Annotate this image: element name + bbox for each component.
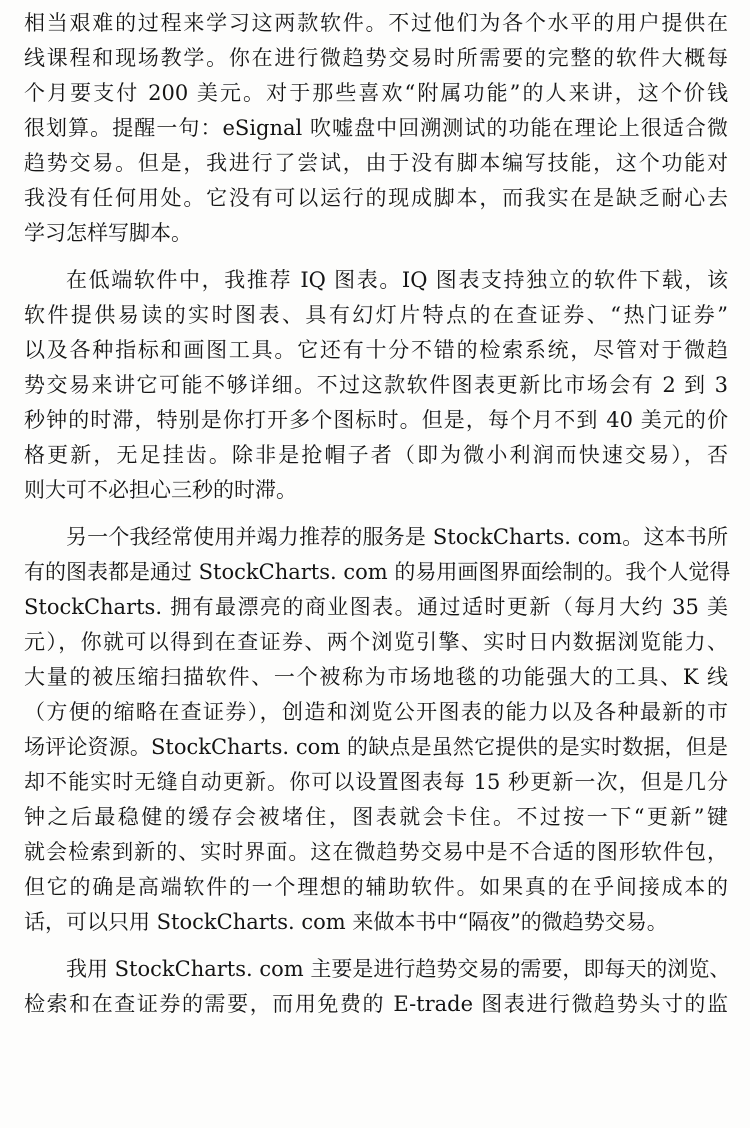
text-line: （方便的缩略在查证券），创造和浏览公开图表的能力以及各种最新的市 [24,700,728,724]
text-line: 就会检索到新的、实时界面。这在微趋势交易中是不合适的图形软件包， [24,840,728,864]
paragraph-3 [24,520,731,940]
text-line: 却不能实时无缝自动更新。你可以设置图表每 15 秒更新一次，但是几分 [24,770,728,794]
text-line: 相当艰难的过程来学习这两款软件。不过他们为各个水平的用户提供在 [24,11,728,35]
text-line: 学习怎样写脚本。 [24,221,192,245]
text-line: 软件提供易读的实时图表、具有幻灯片特点的在查证券、“热门证券” [24,303,728,327]
text-line: 势交易来讲它可能不够详细。不过这款软件图表更新比市场会有 2 到 3 [24,373,728,397]
paragraph-2 [24,263,728,508]
text-line: 以及各种指标和画图工具。它还有十分不错的检索系统，尽管对于微趋 [24,338,728,362]
text-line: 在低端软件中，我推荐 IQ 图表。IQ 图表支持独立的软件下载，该 [66,268,728,292]
body-text [24,6,731,1034]
text-line: 钟之后最稳健的缓存会被堵住，图表就会卡住。不过按一下“更新”键 [24,805,728,829]
text-line: 格更新，无足挂齿。除非是抢帽子者（即为微小利润而快速交易），否 [24,443,728,467]
text-line: 趋势交易。但是，我进行了尝试，由于没有脚本编写技能，这个功能对 [24,151,728,175]
text-line: 秒钟的时滞，特别是你打开多个图标时。但是，每个月不到 40 美元的价 [24,408,728,432]
text-line: 元），你就可以得到在查证券、两个浏览引擎、实时日内数据浏览能力、 [24,630,728,654]
text-line: 检索和在查证券的需要，而用免费的 E-trade 图表进行微趋势头寸的监 [24,992,728,1016]
text-line: 另一个我经常使用并竭力推荐的服务是 StockCharts. com。这本书所 [66,525,728,549]
text-line: 但它的确是高端软件的一个理想的辅助软件。如果真的在乎间接成本的 [24,875,728,899]
text-line: 我没有任何用处。它没有可以运行的现成脚本，而我实在是缺乏耐心去 [24,186,728,210]
paragraph-1 [24,6,728,251]
text-line: 则大可不必担心三秒的时滞。 [24,478,297,502]
text-line: 线课程和现场教学。你在进行微趋势交易时所需要的完整的软件大概每 [24,46,728,70]
text-line: 个月要支付 200 美元。对于那些喜欢“附属功能”的人来讲，这个价钱 [24,81,728,105]
text-line: 大量的被压缩扫描软件、一个被称为市场地毯的功能强大的工具、K 线 [24,665,728,689]
paragraph-4 [24,952,731,1022]
text-line: StockCharts. 拥有最漂亮的商业图表。通过适时更新（每月大约 35 美 [24,595,728,619]
text-line: 很划算。提醒一句：eSignal 吹嘘盘中回溯测试的功能在理论上很适合微 [24,116,728,140]
text-line: 话，可以只用 StockCharts. com 来做本书中“隔夜”的微趋势交易。 [24,910,668,934]
text-line: 场评论资源。StockCharts. com 的缺点是虽然它提供的是实时数据，但是 [24,735,728,759]
text-line: 有的图表都是通过 StockCharts. com 的易用画图界面绘制的。我个人觉得 [24,560,731,584]
text-line: 我用 StockCharts. com 主要是进行趋势交易的需要，即每天的浏览、 [66,957,731,981]
